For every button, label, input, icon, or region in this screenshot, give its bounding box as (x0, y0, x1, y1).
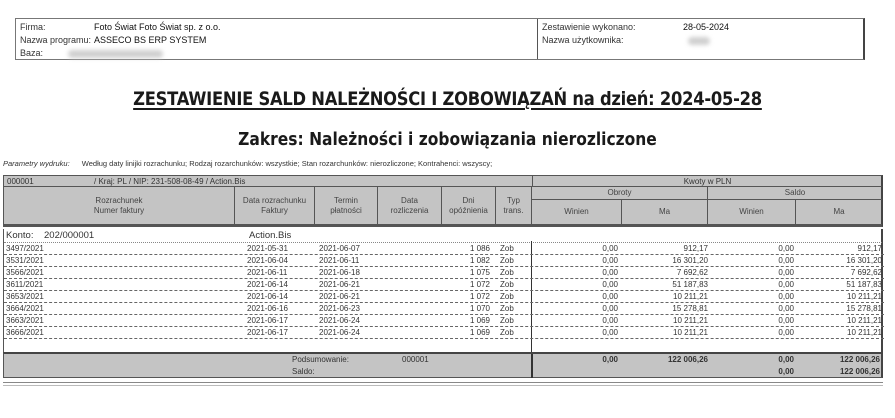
column-header-row (3, 187, 883, 227)
account-number: 202/000001 (44, 230, 95, 241)
table-row[interactable]: 3611/2021 2021-06-14 2021-06-21 1 072 Zob 0,00 51 187,83 0,00 51 187,83 (6, 280, 882, 289)
wykonano-label: Zestawienie wykonano: (542, 22, 636, 32)
col-rozrachunek: Rozrachunek Numer faktury (4, 187, 235, 225)
col-obroty-winien: Winien (532, 200, 622, 225)
amounts-currency-header: Kwoty w PLN (683, 177, 732, 186)
report-header-box (15, 18, 865, 60)
col-obroty: Obroty (532, 187, 708, 200)
table-row[interactable]: 3664/2021 2021-06-16 2021-06-23 1 070 Zob 0,00 15 278,81 0,00 15 278,81 (6, 304, 882, 313)
col-saldo: Saldo (708, 187, 882, 200)
table-row[interactable]: 3566/2021 2021-06-11 2021-06-18 1 075 Zob 0,00 7 692,62 0,00 7 692,62 (6, 268, 882, 277)
summary-row (3, 352, 883, 378)
col-saldo-winien: Winien (708, 200, 796, 225)
report-title: ZESTAWIENIE SALD NALEŻNOŚCI I ZOBOWIĄZAŃ na dzień: 2024-05-28 (133, 88, 762, 110)
report-subtitle: Zakres: Należności i zobowiązania nierozliczone (238, 129, 657, 150)
summary-saldo-ma: 122 006,26 (839, 355, 880, 364)
baza-value-redacted (68, 49, 163, 61)
summary-label: Podsumowanie: (292, 355, 349, 364)
header-left-panel (16, 19, 538, 59)
contractor-info: / Kraj: PL / NIP: 231-508-08-49 / Action.Bis (94, 177, 246, 186)
program-value: ASSECO BS ERP SYSTEM (94, 35, 207, 45)
col-data-rozrachunku: Data rozrachunku Faktury (235, 187, 315, 225)
table-row[interactable]: 3666/2021 2021-06-17 2021-06-24 1 069 Zob 0,00 10 211,21 0,00 10 211,21 (6, 328, 882, 337)
params-value: Według daty linijki rozrachunku; Rodzaj rozarchunków: wszystkie; Stan rozarchunków: nierozliczone; Kontrahenci: wszyscy; (81, 159, 493, 168)
summary-obroty-ma: 122 006,26 (667, 355, 708, 364)
saldo-ma: 122 006,26 (839, 367, 880, 376)
uzytkownik-label: Nazwa użytkownika: (542, 35, 624, 45)
col-data-rozliczenia: Data rozliczenia (378, 187, 442, 225)
summary-code: 000001 (402, 355, 429, 364)
table-row[interactable]: 3653/2021 2021-06-14 2021-06-21 1 072 Zob 0,00 10 211,21 0,00 10 211,21 (6, 292, 882, 301)
account-name: Action.Bis (249, 230, 292, 241)
print-parameters (3, 159, 492, 168)
col-typ-trans: Typ trans. (496, 187, 532, 225)
firma-label: Firma: (20, 22, 46, 32)
col-termin-platnosci: Termin płatności (315, 187, 378, 225)
saldo-label: Saldo: (292, 367, 315, 376)
col-saldo-ma: Ma (796, 200, 882, 225)
contractor-header-row (3, 175, 883, 187)
firma-value: Foto Świat Foto Świat sp. z o.o. (94, 22, 221, 32)
table-body (3, 229, 883, 359)
table-row[interactable]: 3663/2021 2021-06-17 2021-06-24 1 069 Zob 0,00 10 211,21 0,00 10 211,21 (6, 316, 882, 325)
table-row[interactable]: 3531/2021 2021-06-04 2021-06-11 1 082 Zob 0,00 16 301,20 0,00 16 301,20 (6, 256, 882, 265)
wykonano-value: 28-05-2024 (683, 22, 730, 32)
bottom-rule (3, 382, 883, 386)
col-obroty-ma: Ma (622, 200, 708, 225)
account-label: Konto: (6, 230, 34, 241)
account-row (4, 229, 882, 243)
baza-label: Baza: (20, 48, 44, 58)
col-dni-opoznienia: Dni opóźnienia (442, 187, 496, 225)
saldo-winien: 0,00 (778, 367, 794, 376)
params-label: Parametry wydruku: (3, 159, 70, 168)
uzytkownik-value-redacted (688, 36, 710, 48)
table-row[interactable]: 3497/2021 2021-05-31 2021-06-07 1 086 Zob 0,00 912,17 0,00 912,17 (6, 244, 882, 253)
contractor-code: 000001 (7, 177, 34, 186)
header-right-panel (538, 19, 863, 59)
program-label: Nazwa programu: (20, 35, 92, 45)
summary-saldo-winien: 0,00 (778, 355, 794, 364)
summary-obroty-winien: 0,00 (602, 355, 618, 364)
